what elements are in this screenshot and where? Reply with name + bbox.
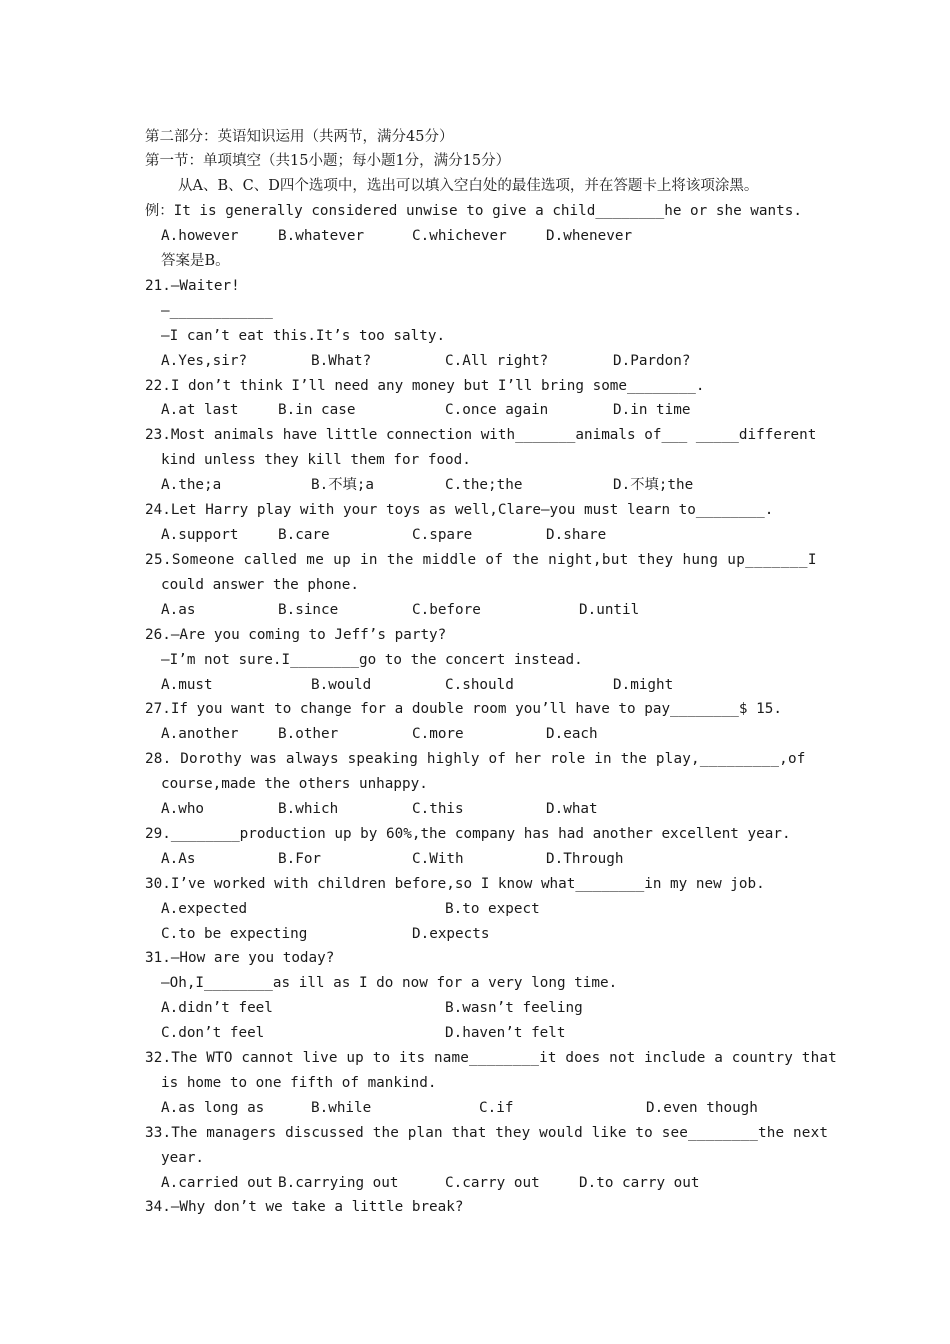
question-21-option-d: D.Pardon? [613, 353, 691, 369]
question-29-option-b: B.For [278, 851, 322, 867]
question-26-option-c: C.should [445, 677, 514, 693]
question-24-option-d: D.share [546, 527, 607, 543]
question-26-option-a: A.must [161, 677, 213, 693]
question-23-option-c: C.the;the [445, 477, 523, 493]
question-34-stem: 34.—Why don’t we take a little break? [145, 1199, 464, 1215]
question-21-option-a: A.Yes,sir? [161, 353, 248, 369]
question-23-option-b: B.不填;a [311, 477, 375, 493]
example-answer: 答案是B。 [161, 253, 230, 269]
question-33-stem-cont: year. [161, 1150, 205, 1166]
question-21-reply-blank: —____________ [161, 303, 273, 319]
question-31-stem: 31.—How are you today? [145, 950, 335, 966]
question-31-option-c: C.don’t feel [161, 1025, 265, 1041]
question-29-option-c: C.With [412, 851, 464, 867]
question-23-stem: 23.Most animals have little connection with_______animals of___ _____different [145, 427, 817, 443]
question-30-stem: 30.I’ve worked with children before,so I know what________in my new job. [145, 876, 765, 892]
question-22-option-b: B.in case [278, 402, 356, 418]
question-25-option-b: B.since [278, 602, 339, 618]
question-28-option-a: A.who [161, 801, 205, 817]
question-31-line2: —Oh,I________as ill as I do now for a very long time. [161, 975, 618, 991]
question-32-option-d: D.even though [646, 1100, 758, 1116]
question-31-option-a: A.didn’t feel [161, 1000, 273, 1016]
question-33-option-d: D.to carry out [579, 1175, 700, 1191]
example-option-b: B.whatever [278, 228, 365, 244]
question-26-option-b: B.would [311, 677, 372, 693]
question-22-option-a: A.at last [161, 402, 239, 418]
question-32-option-b: B.while [311, 1100, 372, 1116]
question-32-stem: 32.The WTO cannot live up to its name________it does not include a country that [145, 1050, 837, 1066]
example-stem: 例：It is generally considered unwise to give a child________he or she wants. [145, 203, 802, 219]
question-28-stem: 28. Dorothy was always speaking highly of her role in the play,_________,of [145, 751, 806, 767]
question-28-option-b: B.which [278, 801, 339, 817]
question-33-option-a: A.carried out [161, 1175, 273, 1191]
question-29-stem: 29.________production up by 60%,the company has had another excellent year. [145, 826, 791, 842]
question-28-option-c: C.this [412, 801, 464, 817]
question-26-option-d: D.might [613, 677, 674, 693]
question-31-option-b: B.wasn’t feeling [445, 1000, 583, 1016]
question-23-stem-cont: kind unless they kill them for food. [161, 452, 471, 468]
question-30-option-d: D.expects [412, 926, 490, 942]
question-30-option-b: B.to expect [445, 901, 540, 917]
question-27-option-a: A.another [161, 726, 239, 742]
question-21-option-c: C.All right? [445, 353, 549, 369]
question-24-option-a: A.support [161, 527, 239, 543]
example-option-a: A.however [161, 228, 239, 244]
question-25-option-a: A.as [161, 602, 196, 618]
question-32-option-a: A.as long as [161, 1100, 265, 1116]
question-33-stem: 33.The managers discussed the plan that they would like to see________the next [145, 1125, 829, 1141]
question-22-option-d: D.in time [613, 402, 691, 418]
question-28-stem-cont: course,made the others unhappy. [161, 776, 428, 792]
question-29-option-d: D.Through [546, 851, 624, 867]
question-24-option-c: C.spare [412, 527, 473, 543]
question-32-option-c: C.if [479, 1100, 514, 1116]
question-21-stem: 21.—Waiter! [145, 278, 240, 294]
question-27-option-d: D.each [546, 726, 598, 742]
question-27-option-c: C.more [412, 726, 464, 742]
question-27-option-b: B.other [278, 726, 339, 742]
question-25-option-d: D.until [579, 602, 640, 618]
question-21-option-b: B.What? [311, 353, 372, 369]
part-title: 第二部分：英语知识运用（共两节，满分45分） [145, 129, 454, 145]
question-24-stem: 24.Let Harry play with your toys as well,Clare—you must learn to________. [145, 502, 774, 518]
question-24-option-b: B.care [278, 527, 330, 543]
question-25-stem: 25.Someone called me up in the middle of the night,but they hung up_______I [145, 552, 817, 568]
question-26-line2: —I’m not sure.I________go to the concert instead. [161, 652, 583, 668]
question-33-option-c: C.carry out [445, 1175, 540, 1191]
question-31-option-d: D.haven’t felt [445, 1025, 566, 1041]
question-30-option-c: C.to be expecting [161, 926, 308, 942]
question-25-option-c: C.before [412, 602, 481, 618]
question-23-option-a: A.the;a [161, 477, 222, 493]
question-27-stem: 27.If you want to change for a double room you’ll have to pay________$ 15. [145, 701, 782, 717]
question-26-stem: 26.—Are you coming to Jeff’s party? [145, 627, 447, 643]
question-28-option-d: D.what [546, 801, 598, 817]
question-22-option-c: C.once again [445, 402, 549, 418]
question-33-option-b: B.carrying out [278, 1175, 399, 1191]
question-22-stem: 22.I don’t think I’ll need any money but I’ll bring some________. [145, 378, 705, 394]
question-23-option-d: D.不填;the [613, 477, 694, 493]
question-30-option-a: A.expected [161, 901, 248, 917]
example-option-d: D.whenever [546, 228, 633, 244]
example-option-c: C.whichever [412, 228, 507, 244]
question-29-option-a: A.As [161, 851, 196, 867]
question-25-stem-cont: could answer the phone. [161, 577, 359, 593]
question-32-stem-cont: is home to one fifth of mankind. [161, 1075, 437, 1091]
question-21-line3: —I can’t eat this.It’s too salty. [161, 328, 446, 344]
section-title: 第一节：单项填空（共15小题；每小题1分，满分15分） [145, 153, 511, 169]
instruction-text: 从A、B、C、D四个选项中，选出可以填入空白处的最佳选项，并在答题卡上将该项涂黑。 [178, 178, 759, 194]
